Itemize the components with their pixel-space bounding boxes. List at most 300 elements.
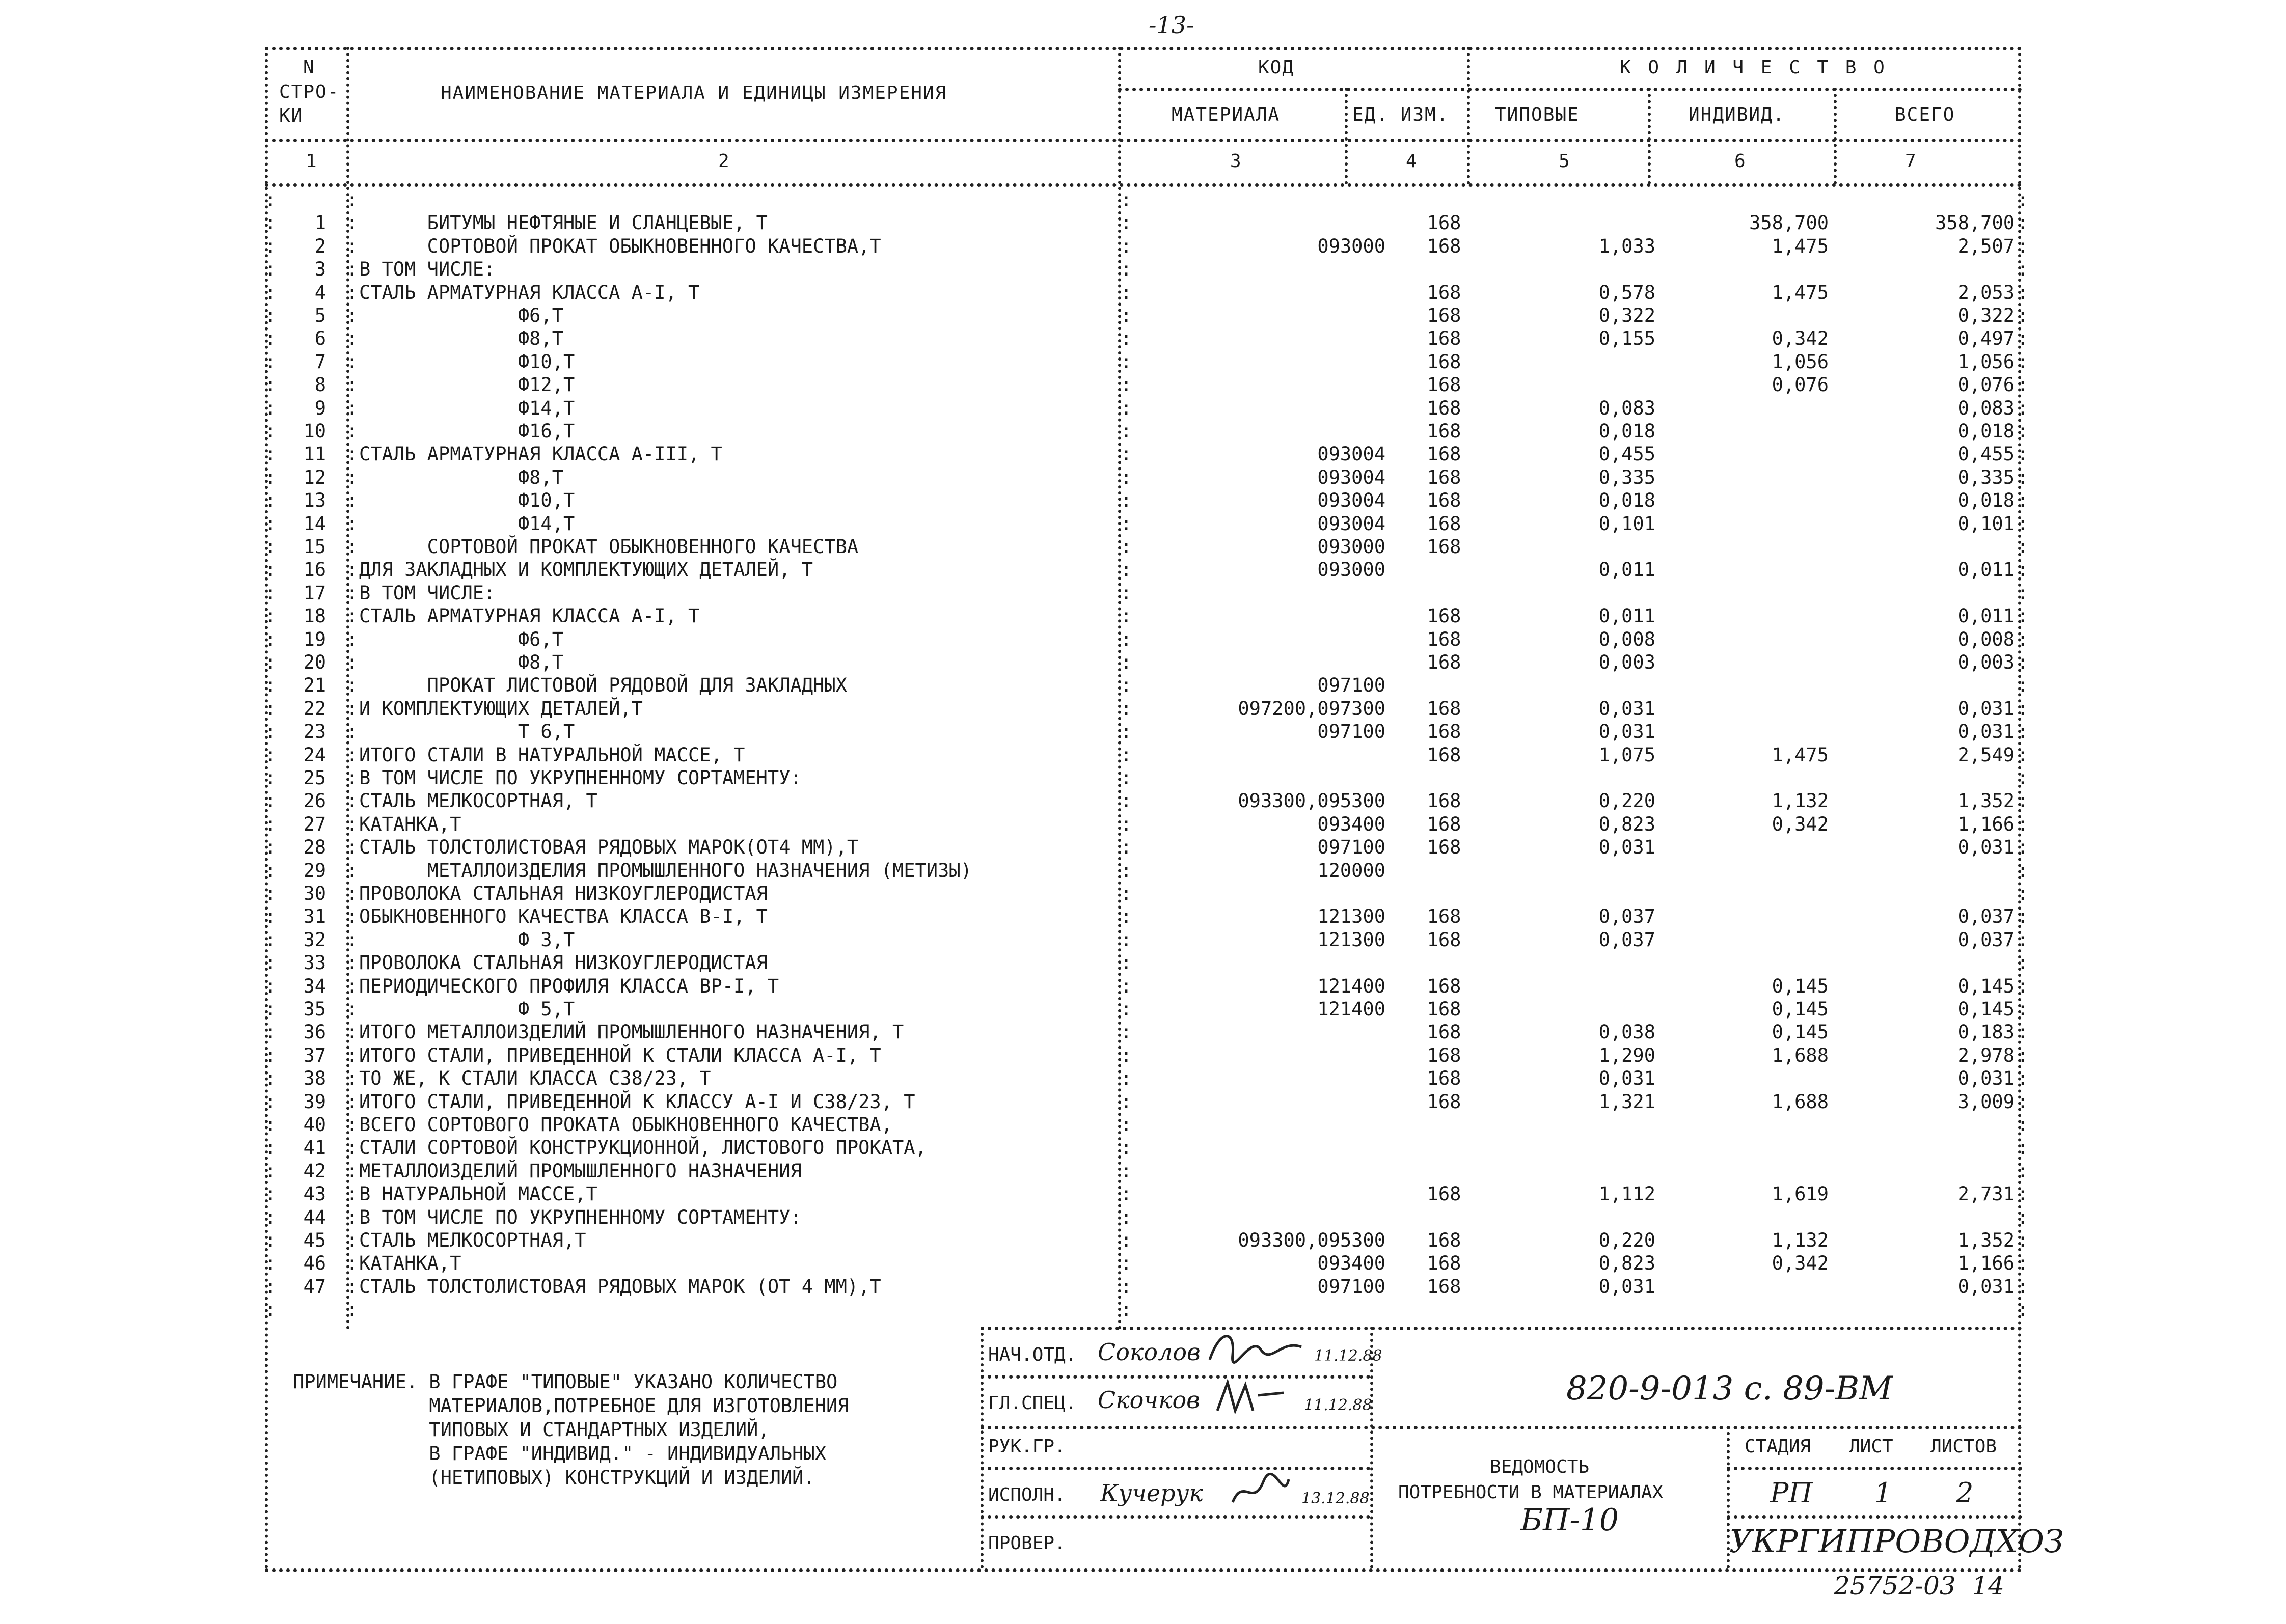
material-code: 097100: [1317, 836, 1385, 859]
stamp-line-2: [981, 1426, 2022, 1429]
material-name: ИТОГО СТАЛИ, ПРИВЕДЕННОЙ К КЛАССУ А-I И С38/23, Т: [359, 1090, 915, 1113]
qty-typical: 0,037: [1598, 905, 1655, 928]
row-separator: :: [346, 651, 358, 673]
role-group-lead: РУК.ГР.: [988, 1436, 1066, 1457]
material-name: СТАЛИ СОРТОВОЙ КОНСТРУКЦИОННОЙ, ЛИСТОВОГО ПРОКАТА,: [359, 1137, 927, 1159]
material-code: 120000: [1317, 859, 1385, 882]
unit-code: 168: [1427, 605, 1461, 627]
stamp-line-6: [1727, 1515, 2022, 1519]
row-separator: :: [1121, 1114, 1132, 1136]
row-number: 18: [303, 605, 326, 627]
row-number: 42: [303, 1160, 326, 1182]
row-number: 8: [314, 374, 326, 396]
row-separator: :: [1121, 1275, 1132, 1298]
table-row: [265, 813, 2029, 836]
header-mid-line: [1118, 88, 2022, 91]
table-row: [265, 1090, 2029, 1113]
row-separator: :: [1121, 1044, 1132, 1066]
material-name: Ф12,Т: [359, 374, 575, 396]
qty-total: 0,018: [1957, 489, 2015, 512]
material-code: 097100: [1317, 721, 1385, 743]
row-border-mark: :: [265, 397, 277, 419]
row-border-mark: :: [265, 420, 277, 442]
material-code: 093000: [1317, 235, 1385, 257]
row-number: 7: [314, 350, 326, 373]
row-border-mark: :: [265, 952, 277, 974]
table-row: [265, 466, 2029, 489]
table-row: [265, 304, 2029, 327]
row-border-mark: :: [265, 466, 277, 488]
row-border-mark: :: [2017, 1206, 2029, 1228]
unit-code: 168: [1427, 536, 1461, 558]
row-number: 33: [303, 952, 326, 974]
row-border-mark: :: [265, 1252, 277, 1275]
qty-total: 0,455: [1957, 443, 2015, 465]
material-code: 121300: [1317, 928, 1385, 951]
material-name: ТО ЖЕ, К СТАЛИ КЛАССА С38/23, Т: [359, 1067, 711, 1090]
qty-individual: 0,145: [1772, 975, 1829, 997]
unit-code: 168: [1427, 1252, 1461, 1275]
row-separator: :: [1121, 374, 1132, 396]
row-number: 38: [303, 1067, 326, 1090]
table-row: [265, 1206, 2029, 1229]
row-number: 14: [303, 512, 326, 535]
qty-total: 1,352: [1957, 1229, 2015, 1251]
qty-individual: 1,688: [1772, 1044, 1829, 1066]
row-border-mark: :: [2017, 928, 2029, 951]
row-separator: :: [346, 281, 358, 304]
role-chief-spec: ГЛ.СПЕЦ.: [988, 1393, 1077, 1414]
header-code: КОД: [1258, 57, 1295, 78]
material-code: 121400: [1317, 975, 1385, 997]
row-separator: :: [1121, 883, 1132, 904]
material-code: 121400: [1317, 998, 1385, 1020]
qty-individual: 1,475: [1772, 235, 1829, 257]
material-code: 097100: [1317, 674, 1385, 697]
row-separator: :: [346, 744, 358, 766]
row-border-mark: :: [2017, 1160, 2029, 1182]
row-border-mark: :: [265, 1090, 277, 1113]
table-row: [265, 766, 2029, 789]
table-row: [265, 836, 2029, 859]
material-name: МЕТАЛЛОИЗДЕЛИЯ ПРОМЫШЛЕННОГО НАЗНАЧЕНИЯ (МЕТИЗЫ): [359, 859, 972, 882]
table-row: [265, 582, 2029, 604]
unit-code: 168: [1427, 628, 1461, 650]
qty-total: 0,031: [1957, 1275, 2015, 1298]
sheet-value: 1: [1874, 1477, 1892, 1509]
unit-code: 168: [1427, 489, 1461, 512]
row-separator: :: [346, 327, 358, 350]
row-separator: :: [1121, 1160, 1132, 1182]
header-typical: ТИПОВЫЕ: [1495, 104, 1580, 125]
ind-tot-divider: [1834, 88, 1837, 184]
material-code: 097200,097300: [1238, 697, 1385, 720]
row-separator: :: [346, 883, 358, 904]
row-border-mark: :: [2017, 721, 2029, 743]
row-border-mark: :: [265, 1206, 277, 1228]
material-name: КАТАНКА,Т: [359, 813, 461, 835]
unit-code: 168: [1427, 928, 1461, 951]
unit-code: 168: [1427, 1090, 1461, 1113]
material-name: ИТОГО СТАЛИ, ПРИВЕДЕННОЙ К СТАЛИ КЛАССА А-I, Т: [359, 1044, 881, 1066]
row-separator: :: [1121, 744, 1132, 766]
row-border-mark: :: [2017, 582, 2029, 604]
header-bottom-border: [265, 139, 2022, 142]
row-border-mark: :: [265, 1067, 277, 1090]
row-number: 13: [303, 489, 326, 512]
qty-typical: 0,038: [1598, 1021, 1655, 1043]
row-separator: :: [1121, 697, 1132, 720]
row-border-mark: :: [265, 998, 277, 1020]
material-name: Ф16,Т: [359, 420, 575, 442]
material-name: СОРТОВОЙ ПРОКАТ ОБЫКНОВЕННОГО КАЧЕСТВА: [359, 536, 859, 558]
code-qty-divider: [1467, 47, 1470, 184]
sheet-label: ЛИСТ: [1849, 1436, 1893, 1457]
row-border-mark: :: [2017, 975, 2029, 997]
qty-typical: 0,011: [1598, 559, 1655, 581]
row-border-mark: :: [2017, 1183, 2029, 1205]
header-quantity: К О Л И Ч Е С Т В О: [1620, 57, 1888, 78]
signer-name-chief: Скочков: [1098, 1386, 1200, 1414]
qty-total: 2,549: [1957, 744, 2015, 766]
qty-individual: 1,132: [1772, 1229, 1829, 1251]
row-separator: :: [346, 836, 358, 859]
qty-individual: 0,145: [1772, 1021, 1829, 1043]
row-border-mark: :: [2017, 628, 2029, 650]
table-row: [265, 420, 2029, 443]
doc-title-line2: ПОТРЕБНОСТИ В МАТЕРИАЛАХ: [1398, 1482, 1664, 1503]
material-name: ПЕРИОДИЧЕСКОГО ПРОФИЛЯ КЛАССА ВР-I, Т: [359, 975, 779, 997]
material-name: И КОМПЛЕКТУЮЩИХ ДЕТАЛЕЙ,Т: [359, 697, 643, 720]
row-separator: :: [346, 559, 358, 581]
row-separator: :: [346, 998, 358, 1020]
material-name: ВСЕГО СОРТОВОГО ПРОКАТА ОБЫКНОВЕННОГО КАЧЕСТВА,: [359, 1114, 892, 1136]
material-name: Ф14,Т: [359, 512, 575, 535]
qty-typical: 0,031: [1598, 1275, 1655, 1298]
material-name: Ф6,Т: [359, 628, 563, 650]
row-border-mark: :: [2017, 952, 2029, 974]
unit-code: 168: [1427, 836, 1461, 859]
row-number: 37: [303, 1044, 326, 1066]
unit-code: 168: [1427, 998, 1461, 1020]
doc-title-line1: ВЕДОМОСТЬ: [1490, 1456, 1590, 1477]
qty-typical: 0,101: [1598, 512, 1655, 535]
row-separator: :: [346, 767, 358, 789]
row-separator: :: [1121, 1299, 1132, 1321]
row-border-mark: :: [265, 744, 277, 766]
row-border-mark: :: [2017, 697, 2029, 720]
row-border-mark: :: [2017, 744, 2029, 766]
typ-ind-divider: [1648, 88, 1651, 184]
material-name: СТАЛЬ МЕЛКОСОРТНАЯ, Т: [359, 790, 597, 812]
material-name: ИТОГО СТАЛИ В НАТУРАЛЬНОЙ МАССЕ, Т: [359, 744, 745, 766]
qty-total: 0,497: [1957, 327, 2015, 350]
header-num-line2: СТРО-: [279, 81, 340, 102]
row-number: 29: [303, 859, 326, 882]
row-border-mark: :: [2017, 605, 2029, 627]
qty-total: 1,166: [1957, 813, 2015, 835]
stamp-line-3: [981, 1467, 1370, 1470]
signature-chief: [1212, 1375, 1289, 1421]
material-code: 093004: [1317, 489, 1385, 512]
qty-total: 0,011: [1957, 605, 2015, 627]
row-number: 4: [314, 281, 326, 304]
header-num-line1: N: [303, 57, 315, 78]
qty-total: 0,031: [1957, 1067, 2015, 1090]
row-number: 28: [303, 836, 326, 859]
row-border-mark: :: [2017, 998, 2029, 1020]
row-border-mark: :: [265, 975, 277, 997]
table-row: [265, 512, 2029, 535]
table-row: [265, 188, 2029, 211]
unit-code: 168: [1427, 975, 1461, 997]
material-code: 093004: [1317, 443, 1385, 465]
row-border-mark: :: [2017, 674, 2029, 697]
row-border-mark: :: [265, 1183, 277, 1205]
row-separator: :: [1121, 905, 1132, 928]
qty-total: 0,031: [1957, 721, 2015, 743]
table-row: [265, 975, 2029, 998]
row-border-mark: :: [2017, 443, 2029, 465]
row-number: 3: [314, 258, 326, 281]
qty-typical: 0,003: [1598, 651, 1655, 673]
row-separator: :: [346, 1090, 358, 1113]
row-separator: :: [346, 397, 358, 419]
unit-code: 168: [1427, 466, 1461, 488]
row-border-mark: :: [265, 813, 277, 835]
row-separator: :: [346, 928, 358, 951]
qty-typical: 0,220: [1598, 1229, 1655, 1251]
doc-title-line3: БП-10: [1520, 1502, 1619, 1538]
row-border-mark: :: [265, 790, 277, 812]
qty-typical: 0,037: [1598, 928, 1655, 951]
colnum-bottom-border: [265, 183, 2022, 187]
signer-name-head: Соколов: [1098, 1338, 1201, 1366]
row-border-mark: :: [2017, 559, 2029, 581]
row-separator: :: [346, 1299, 358, 1321]
row-separator: :: [346, 1067, 358, 1090]
row-number: 35: [303, 998, 326, 1020]
row-number: 40: [303, 1114, 326, 1136]
role-head-dept: НАЧ.ОТД.: [988, 1344, 1077, 1365]
material-name: КАТАНКА,Т: [359, 1252, 461, 1275]
row-separator: :: [346, 790, 358, 812]
qty-typical: 1,321: [1598, 1090, 1655, 1113]
row-separator: :: [1121, 212, 1132, 234]
row-separator: :: [1121, 813, 1132, 835]
qty-total: 0,145: [1957, 975, 2015, 997]
material-name: Ф8,Т: [359, 327, 563, 350]
role-checker: ПРОВЕР.: [988, 1533, 1066, 1554]
note-line: МАТЕРИАЛОВ,ПОТРЕБНОЕ ДЛЯ ИЗГОТОВЛЕНИЯ: [293, 1395, 849, 1417]
material-name: Т 6,Т: [359, 721, 575, 743]
qty-total: 0,037: [1957, 905, 2015, 928]
row-border-mark: :: [2017, 235, 2029, 257]
row-separator: :: [1121, 790, 1132, 812]
colnum-5: 5: [1559, 151, 1570, 172]
row-border-mark: :: [2017, 489, 2029, 512]
row-separator: :: [1121, 281, 1132, 304]
archive-number: 25752-03 14: [1834, 1571, 2004, 1601]
row-border-mark: :: [265, 674, 277, 697]
unit-code: 168: [1427, 305, 1461, 326]
table-row: [265, 859, 2029, 882]
row-border-mark: :: [2017, 466, 2029, 488]
row-separator: :: [346, 721, 358, 743]
qty-individual: 1,475: [1772, 744, 1829, 766]
row-border-mark: :: [265, 905, 277, 928]
qty-total: 2,731: [1957, 1183, 2015, 1205]
qty-total: 2,978: [1957, 1044, 2015, 1066]
row-border-mark: :: [265, 305, 277, 326]
row-separator: :: [346, 420, 358, 442]
row-border-mark: :: [265, 350, 277, 373]
unit-code: 168: [1427, 1044, 1461, 1066]
row-border-mark: :: [2017, 836, 2029, 859]
row-separator: :: [1121, 420, 1132, 442]
table-row: [265, 882, 2029, 905]
row-separator: :: [1121, 1090, 1132, 1113]
qty-typical: 0,031: [1598, 836, 1655, 859]
row-border-mark: :: [2017, 1275, 2029, 1298]
material-name: В НАТУРАЛЬНОЙ МАССЕ,Т: [359, 1183, 597, 1205]
material-name: ПРОВОЛОКА СТАЛЬНАЯ НИЗКОУГЛЕРОДИСТАЯ: [359, 952, 768, 974]
row-border-mark: :: [265, 1044, 277, 1066]
qty-total: 3,009: [1957, 1090, 2015, 1113]
row-number: 43: [303, 1183, 326, 1205]
row-separator: :: [346, 582, 358, 604]
material-name: МЕТАЛЛОИЗДЕЛИЙ ПРОМЫШЛЕННОГО НАЗНАЧЕНИЯ: [359, 1160, 802, 1182]
material-name: В ТОМ ЧИСЛЕ:: [359, 582, 496, 604]
qty-typical: 1,290: [1598, 1044, 1655, 1066]
row-number: 46: [303, 1252, 326, 1275]
material-name: Ф8,Т: [359, 651, 563, 673]
table-row: [265, 720, 2029, 743]
colnum-4: 4: [1406, 151, 1417, 172]
row-number: 12: [303, 466, 326, 488]
row-number: 31: [303, 905, 326, 928]
unit-code: 168: [1427, 697, 1461, 720]
table-row: [265, 1252, 2029, 1275]
row-border-mark: :: [2017, 258, 2029, 281]
qty-typical: 0,031: [1598, 1067, 1655, 1090]
row-separator: :: [346, 350, 358, 373]
material-name: ОБЫКНОВЕННОГО КАЧЕСТВА КЛАССА В-I, Т: [359, 905, 768, 928]
qty-individual: 358,700: [1749, 212, 1829, 234]
stage-value: РП: [1770, 1477, 1813, 1509]
role-executor: ИСПОЛН.: [988, 1484, 1066, 1505]
row-separator: :: [346, 1021, 358, 1043]
row-separator: :: [346, 1114, 358, 1136]
row-separator: :: [1121, 975, 1132, 997]
row-separator: :: [346, 1206, 358, 1228]
row-number: 1: [314, 212, 326, 234]
header-unit: ЕД. ИЗМ.: [1352, 104, 1449, 125]
qty-total: 0,322: [1957, 305, 2015, 326]
row-separator: :: [346, 443, 358, 465]
note-line: ПРИМЕЧАНИЕ. В ГРАФЕ "ТИПОВЫЕ" УКАЗАНО КОЛИЧЕСТВО: [293, 1371, 838, 1393]
unit-code: 168: [1427, 281, 1461, 304]
qty-individual: 1,056: [1772, 350, 1829, 373]
material-name: В ТОМ ЧИСЛЕ ПО УКРУПНЕННОМУ СОРТАМЕНТУ:: [359, 1206, 802, 1228]
qty-total: 0,076: [1957, 374, 2015, 396]
row-separator: :: [1121, 836, 1132, 859]
qty-individual: 0,076: [1772, 374, 1829, 396]
material-name: В ТОМ ЧИСЛЕ:: [359, 258, 496, 281]
qty-typical: 0,823: [1598, 1252, 1655, 1275]
material-name: В ТОМ ЧИСЛЕ ПО УКРУПНЕННОМУ СОРТАМЕНТУ:: [359, 767, 802, 789]
qty-total: 1,352: [1957, 790, 2015, 812]
row-border-mark: :: [265, 859, 277, 882]
row-number: 21: [303, 674, 326, 697]
row-separator: :: [1121, 605, 1132, 627]
sheets-label: ЛИСТОВ: [1930, 1436, 1997, 1457]
unit-code: 168: [1427, 327, 1461, 350]
table-row: [265, 535, 2029, 558]
table-row: [265, 928, 2029, 951]
material-name: Ф 3,Т: [359, 928, 575, 951]
row-border-mark: :: [265, 1137, 277, 1159]
row-separator: :: [1121, 1067, 1132, 1090]
row-border-mark: :: [265, 189, 277, 211]
row-separator: :: [346, 628, 358, 650]
row-border-mark: :: [265, 928, 277, 951]
material-code: 093400: [1317, 1252, 1385, 1275]
unit-code: 168: [1427, 235, 1461, 257]
row-separator: :: [346, 905, 358, 928]
row-separator: :: [1121, 559, 1132, 581]
header-num-line3: КИ: [279, 105, 304, 126]
row-border-mark: :: [2017, 1252, 2029, 1275]
row-number: 6: [314, 327, 326, 350]
material-name: СТАЛЬ АРМАТУРНАЯ КЛАССА А-I, Т: [359, 605, 700, 627]
row-border-mark: :: [2017, 883, 2029, 904]
row-number: 15: [303, 536, 326, 558]
table-row: [265, 905, 2029, 928]
table-row: [265, 327, 2029, 350]
unit-code: 168: [1427, 721, 1461, 743]
row-number: 39: [303, 1090, 326, 1113]
row-border-mark: :: [2017, 189, 2029, 211]
row-border-mark: :: [2017, 767, 2029, 789]
unit-code: 168: [1427, 397, 1461, 419]
material-name: Ф10,Т: [359, 350, 575, 373]
qty-total: 0,011: [1957, 559, 2015, 581]
qty-typical: 0,031: [1598, 697, 1655, 720]
row-separator: :: [1121, 466, 1132, 488]
row-border-mark: :: [265, 1299, 277, 1321]
row-separator: :: [1121, 397, 1132, 419]
material-code: 093300,095300: [1238, 1229, 1385, 1251]
qty-typical: 0,823: [1598, 813, 1655, 835]
row-separator: :: [346, 374, 358, 396]
row-separator: :: [1121, 489, 1132, 512]
row-border-mark: :: [2017, 1299, 2029, 1321]
row-border-mark: :: [265, 536, 277, 558]
row-border-mark: :: [2017, 1044, 2029, 1066]
table-row: [265, 281, 2029, 304]
material-name: БИТУМЫ НЕФТЯНЫЕ И СЛАНЦЕВЫЕ, Т: [359, 212, 768, 234]
row-border-mark: :: [2017, 397, 2029, 419]
row-border-mark: :: [265, 1160, 277, 1182]
qty-total: 0,031: [1957, 697, 2015, 720]
qty-total: 0,083: [1957, 397, 2015, 419]
sign-date-executor: 13.12.88: [1301, 1490, 1370, 1507]
header-total: ВСЕГО: [1895, 104, 1955, 125]
row-number: 34: [303, 975, 326, 997]
row-separator: :: [346, 189, 358, 211]
qty-total: 1,056: [1957, 350, 2015, 373]
